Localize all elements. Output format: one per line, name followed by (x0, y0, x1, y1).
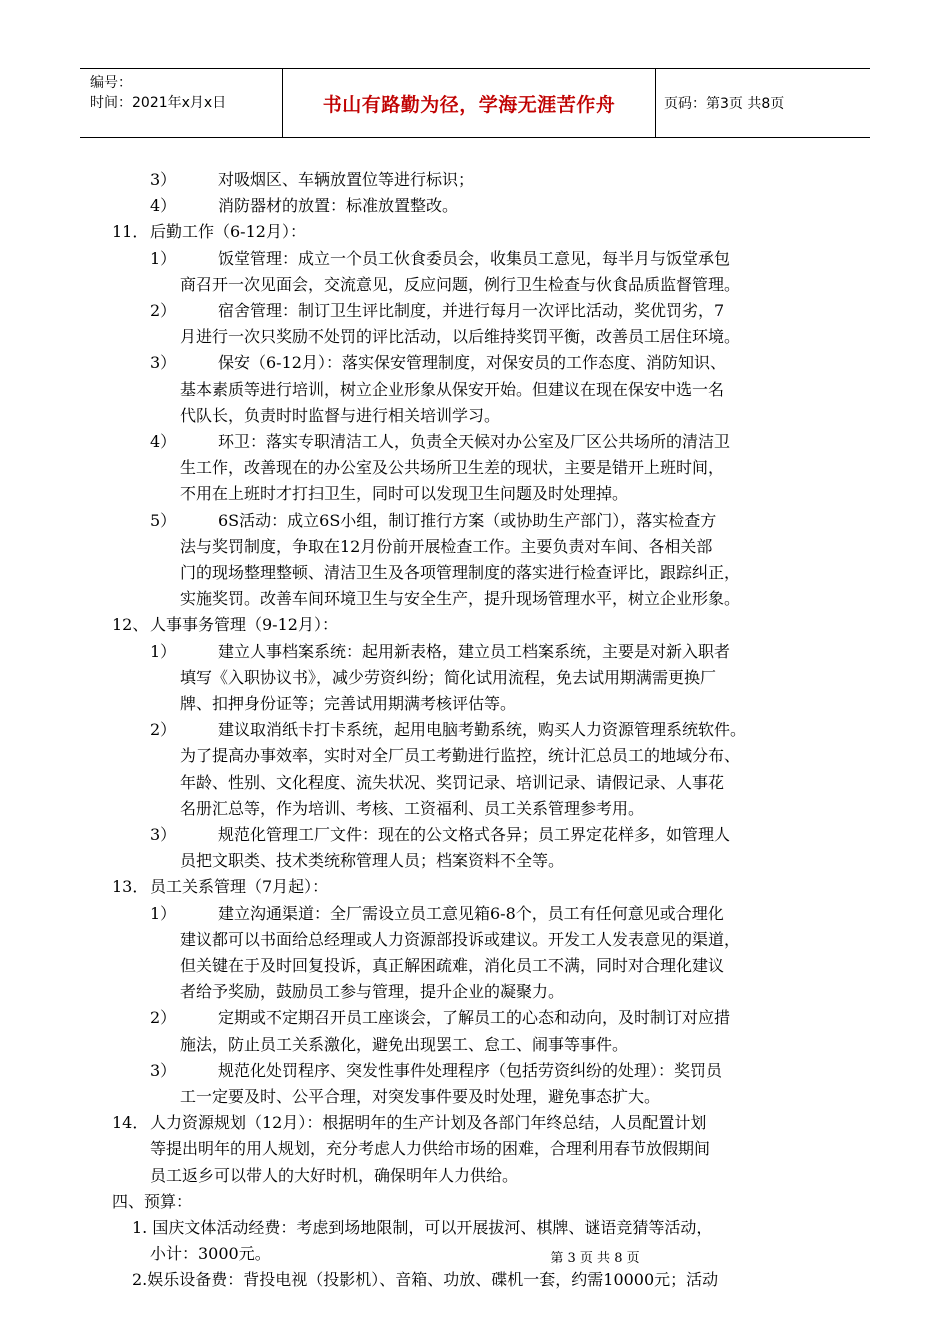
text-line: 填写《入职协议书》，减少劳资纠纷；简化试用流程，免去试用期满需更换厂 (180, 667, 717, 687)
text-line: 不用在上班时才打扫卫生，同时可以发现卫生问题及时处理掉。 (180, 484, 629, 504)
document-time-label: 时间：2021年x月x日 (90, 95, 227, 111)
footer-page-number: 第 3 页 共 8 页 (550, 1251, 640, 1266)
line-number: 1） (150, 903, 177, 923)
page-footer (0, 1247, 950, 1266)
line-number: 4） (150, 432, 177, 451)
line-number: 3） (150, 170, 177, 189)
line-number: 1） (150, 641, 177, 661)
text-line: 人力资源规划（12月）：根据明年的生产计划及各部门年终总结，人员配置计划 (150, 1113, 707, 1133)
text-line: 员工返乡可以带人的大好时机，确保明年人力供给。 (150, 1165, 519, 1185)
text-line: 保安（6-12月）：落实保安管理制度，对保安员的工作态度、消防知识、 (218, 353, 726, 373)
header-page-info: 页码：第3页 共8页 (664, 96, 785, 112)
text-line: 为了提高办事效率，实时对全厂员工考勤进行监控，统计汇总员工的地域分布、 (180, 746, 741, 766)
header-left-cell (80, 69, 283, 137)
line-number: 12、 (112, 615, 149, 635)
header-motto: 书山有路勤为径，学海无涯苦作舟 (283, 69, 656, 137)
line-number: 4） (150, 196, 177, 216)
text-line: 后勤工作（6-12月）： (150, 222, 306, 242)
text-line: 基本素质等进行培训，树立企业形象从保安开始。但建议在现在保安中选一名 (180, 379, 725, 399)
text-line: 牌、扣押身份证等；完善试用期满考核评估等。 (180, 694, 517, 713)
text-line: 员把文职类、技术类统称管理人员；档案资料不全等。 (180, 851, 565, 871)
text-line: 但关键在于及时回复投诉，真正解困疏难，消化员工不满，同时对合理化建议 (180, 956, 725, 975)
line-number: 11． (112, 222, 149, 242)
text-line: 月进行一次只奖励不处罚的评比活动，以后维持奖罚平衡，改善员工居住环境。 (180, 327, 741, 347)
text-line: 环卫：落实专职清洁工人，负责全天候对办公室及厂区公共场所的清洁卫 (218, 432, 731, 451)
line-number: 3） (150, 825, 177, 844)
text-line: 6S活动：成立6S小组，制订推行方案（或协助生产部门），落实检查方 (218, 510, 717, 530)
text-line: 人事事务管理（9-12月）： (150, 615, 338, 635)
text-line: 规范化处罚程序、突发性事件处理程序（包括劳资纠纷的处理）：奖罚员 (218, 1060, 723, 1080)
text-line: 建议取消纸卡打卡系统，起用电脑考勤系统，购买人力资源管理系统软件。 (218, 720, 747, 740)
text-line: 小计：3000元。 (150, 1244, 271, 1264)
text-line: 员工关系管理（7月起）： (150, 877, 329, 897)
text-line: 名册汇总等，作为培训、考核、工资福利、员工关系管理参考用。 (180, 798, 645, 818)
text-line: 规范化管理工厂文件：现在的公文格式各异；员工界定花样多，如管理人 (218, 825, 731, 844)
line-number: 3） (150, 1060, 177, 1080)
text-line: 者给予奖励，鼓励员工参与管理，提升企业的凝聚力。 (180, 982, 565, 1002)
line-number: 2） (150, 1008, 177, 1028)
text-line: 宿舍管理：制订卫生评比制度，并进行每月一次评比活动，奖优罚劣，7 (218, 301, 725, 320)
text-line: 代队长，负责时时监督与进行相关培训学习。 (180, 405, 501, 425)
text-line: 法与奖罚制度，争取在12月份前开展检查工作。主要负责对车间、各相关部 (180, 536, 713, 556)
text-line: 实施奖罚。改善车间环境卫生与安全生产，提升现场管理水平，树立企业形象。 (180, 589, 741, 609)
line-number: 3） (150, 353, 177, 373)
document-number-label: 编号： (90, 75, 132, 91)
text-line: 饭堂管理：成立一个员工伙食委员会，收集员工意见，每半月与饭堂承包 (218, 248, 731, 268)
line-number: 13． (112, 877, 149, 897)
text-line: 工一定要及时、公平合理，对突发事件要及时处理，避免事态扩大。 (180, 1087, 661, 1106)
text-line: 施法，防止员工关系激化，避免出现罢工、怠工、闹事等事件。 (180, 1034, 629, 1054)
line-number: 2） (150, 720, 177, 740)
text-line: 四、预算： (112, 1191, 193, 1211)
text-line: 2.娱乐设备费：背投电视（投影机）、音箱、功放、碟机一套，约需10000元；活动 (132, 1270, 719, 1290)
text-line: 建立沟通渠道：全厂需设立员工意见箱6-8个，员工有任何意见或合理化 (218, 903, 724, 923)
line-number: 14． (112, 1113, 149, 1133)
line-number: 2） (150, 301, 177, 320)
text-line: 对吸烟区、车辆放置位等进行标识； (218, 170, 475, 189)
text-line: 生工作，改善现在的办公室及公共场所卫生差的现状，主要是错开上班时间， (180, 458, 725, 478)
line-number: 5） (150, 510, 177, 530)
text-line: 定期或不定期召开员工座谈会，了解员工的心态和动向，及时制订对应措 (218, 1008, 731, 1028)
text-line: 年龄、性别、文化程度、流失状况、奖罚记录、培训记录、请假记录、人事花 (180, 772, 725, 792)
text-line: 建议都可以书面给总经理或人力资源部投诉或建议。开发工人发表意见的渠道， (180, 929, 741, 949)
text-line: 商召开一次见面会，交流意见，反应问题，例行卫生检查与伙食品质监督管理。 (180, 274, 741, 294)
text-line: 门的现场整理整顿、清洁卫生及各项管理制度的落实进行检查评比，跟踪纠正， (180, 563, 741, 582)
text-line: 等提出明年的用人规划，充分考虑人力供给市场的困难，合理利用春节放假期间 (150, 1139, 711, 1159)
line-number: 1） (150, 248, 177, 268)
text-line: 消防器材的放置：标准放置整改。 (218, 196, 459, 216)
header-table (80, 68, 870, 138)
text-line: 建立人事档案系统：起用新表格，建立员工档案系统，主要是对新入职者 (218, 641, 731, 661)
text-line: 1. 国庆文体活动经费：考虑到场地限制，可以开展拔河、棋牌、谜语竞猜等活动， (132, 1218, 713, 1237)
